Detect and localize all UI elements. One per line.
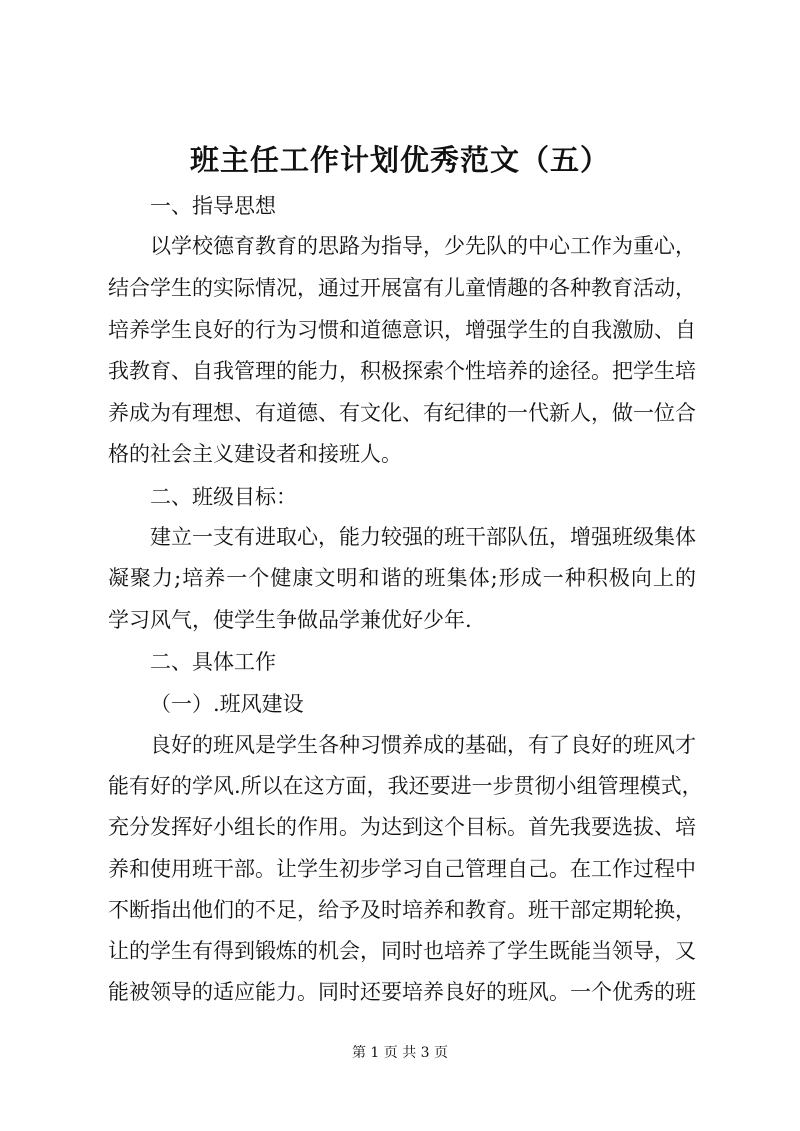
paragraph-line: 让的学生有得到锻炼的机会，同时也培养了学生既能当领导，又 xyxy=(108,939,696,963)
paragraph-line: 能有好的学风.所以在这方面，我还要进一步贯彻小组管理模式， xyxy=(108,774,703,798)
subheading-class-spirit: （一）.班风建设 xyxy=(150,692,304,716)
paragraph-line: 养和使用班干部。让学生初步学习自己管理自己。在工作过程中 xyxy=(108,857,696,881)
heading-class-goals: 二、班级目标： xyxy=(150,485,297,509)
paragraph-line: 结合学生的实际情况，通过开展富有儿童情趣的各种教育活动， xyxy=(108,276,696,300)
paragraph-line: 良好的班风是学生各种习惯养成的基础，有了良好的班风才 xyxy=(150,733,696,757)
paragraph-line: 凝聚力;培养一个健康文明和谐的班集体;形成一种积极向上的 xyxy=(108,566,696,590)
paragraph-line: 学习风气，使学生争做品学兼优好少年. xyxy=(108,608,472,632)
paragraph-line: 建立一支有进取心，能力较强的班干部队伍，增强班级集体 xyxy=(150,525,696,549)
heading-specific-work: 二、具体工作 xyxy=(150,650,276,674)
paragraph-line: 充分发挥好小组长的作用。为达到这个目标。首先我要选拔、培 xyxy=(108,815,696,839)
paragraph-line: 养成为有理想、有道德、有文化、有纪律的一代新人，做一位合 xyxy=(108,401,696,425)
page-number-footer: 第 1 页 共 3 页 xyxy=(351,1045,449,1061)
paragraph-line: 我教育、自我管理的能力，积极探索个性培养的途径。把学生培 xyxy=(108,359,696,383)
heading-guiding-ideology: 一、指导思想 xyxy=(150,194,276,218)
paragraph-line: 格的社会主义建设者和接班人。 xyxy=(108,442,402,466)
paragraph-line: 能被领导的适应能力。同时还要培养良好的班风。一个优秀的班 xyxy=(108,980,696,1004)
document-title: 班主任工作计划优秀范文（五） xyxy=(189,143,610,177)
paragraph-line: 以学校德育教育的思路为指导，少先队的中心工作为重心， xyxy=(150,234,696,258)
paragraph-line: 不断指出他们的不足，给予及时培养和教育。班干部定期轮换， xyxy=(108,898,696,922)
paragraph-line: 培养学生良好的行为习惯和道德意识，增强学生的自我激励、自 xyxy=(108,318,696,342)
